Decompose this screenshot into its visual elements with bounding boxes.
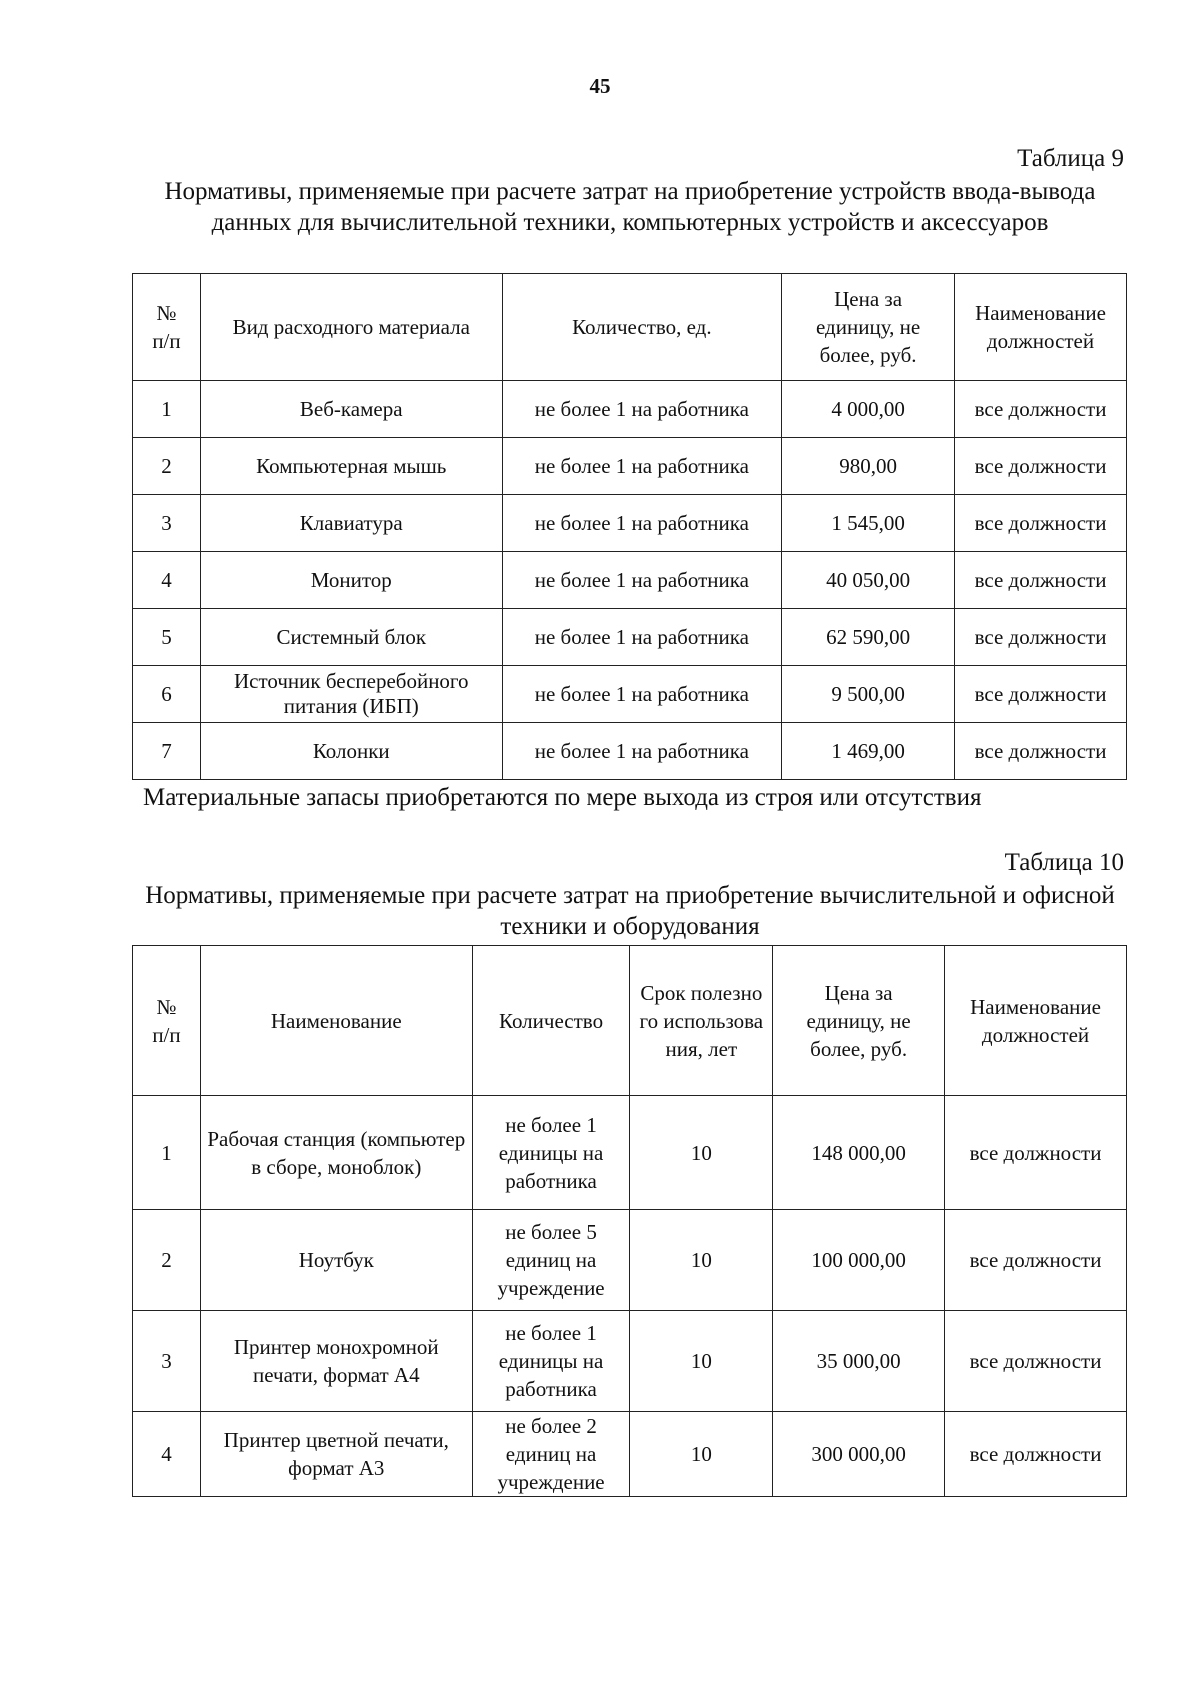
row-positions: все должности	[955, 666, 1127, 723]
table10-label: Таблица 10	[1004, 849, 1124, 876]
row-price: 148 000,00	[773, 1096, 945, 1210]
row-quantity: не более 1 единицы на работника	[472, 1311, 630, 1412]
row-price: 1 545,00	[782, 495, 955, 552]
row-positions: все должности	[945, 1210, 1127, 1311]
table9	[132, 273, 1127, 780]
row-num: 2	[133, 1210, 201, 1311]
row-num: 1	[133, 381, 201, 438]
row-name: Ноутбук	[200, 1210, 472, 1311]
table-row	[133, 381, 1127, 438]
row-material: Компьютерная мышь	[200, 438, 502, 495]
table10-header-lifetime: Срок полезного использования, лет	[630, 946, 773, 1096]
table-row	[133, 1412, 1127, 1497]
row-price: 9 500,00	[782, 666, 955, 723]
table-row	[133, 552, 1127, 609]
row-material: Клавиатура	[200, 495, 502, 552]
table10	[132, 945, 1127, 1497]
row-price: 980,00	[782, 438, 955, 495]
table9-header-num: № п/п	[133, 274, 201, 381]
table10-header-price: Цена за единицу, не более, руб.	[773, 946, 945, 1096]
row-num: 5	[133, 609, 201, 666]
row-quantity: не более 5 единиц на учреждение	[472, 1210, 630, 1311]
row-num: 2	[133, 438, 201, 495]
row-positions: все должности	[955, 495, 1127, 552]
row-material: Источник бесперебойного питания (ИБП)	[200, 666, 502, 723]
table10-header-quantity: Количество	[472, 946, 630, 1096]
row-num: 3	[133, 1311, 201, 1412]
row-material: Колонки	[200, 723, 502, 780]
table9-header-row	[133, 274, 1127, 381]
table-row	[133, 438, 1127, 495]
row-lifetime: 10	[630, 1412, 773, 1497]
row-positions: все должности	[955, 438, 1127, 495]
row-price: 4 000,00	[782, 381, 955, 438]
row-positions: все должности	[945, 1096, 1127, 1210]
table9-header-positions: Наименование должностей	[955, 274, 1127, 381]
row-positions: все должности	[955, 609, 1127, 666]
table10-header-name: Наименование	[200, 946, 472, 1096]
row-quantity: не более 1 единицы на работника	[472, 1096, 630, 1210]
table9-label: Таблица 9	[1017, 145, 1124, 172]
row-name: Рабочая станция (компьютер в сборе, моноблок)	[200, 1096, 472, 1210]
row-price: 100 000,00	[773, 1210, 945, 1311]
table-row	[133, 1210, 1127, 1311]
table10-caption: Нормативы, применяемые при расчете затрат на приобретение вычислительной и офисной техники и оборудования	[145, 882, 1115, 940]
row-lifetime: 10	[630, 1096, 773, 1210]
row-quantity: не более 1 на работника	[502, 609, 782, 666]
row-name: Принтер монохромной печати, формат А4	[200, 1311, 472, 1412]
row-lifetime: 10	[630, 1311, 773, 1412]
row-positions: все должности	[955, 552, 1127, 609]
table9-note: Материальные запасы приобретаются по мере выхода из строя или отсутствия	[143, 784, 982, 811]
row-positions: все должности	[945, 1311, 1127, 1412]
row-price: 300 000,00	[773, 1412, 945, 1497]
row-num: 4	[133, 552, 201, 609]
row-material: Системный блок	[200, 609, 502, 666]
row-num: 6	[133, 666, 201, 723]
row-quantity: не более 1 на работника	[502, 495, 782, 552]
table-row	[133, 1096, 1127, 1210]
row-price: 62 590,00	[782, 609, 955, 666]
row-num: 7	[133, 723, 201, 780]
row-num: 3	[133, 495, 201, 552]
table10-header-row	[133, 946, 1127, 1096]
table10-header-positions: Наименование должностей	[945, 946, 1127, 1096]
row-positions: все должности	[955, 381, 1127, 438]
row-quantity: не более 1 на работника	[502, 381, 782, 438]
row-quantity: не более 1 на работника	[502, 552, 782, 609]
table9-header-material: Вид расходного материала	[200, 274, 502, 381]
table10-header-num: № п/п	[133, 946, 201, 1096]
table9-caption: Нормативы, применяемые при расчете затрат на приобретение устройств ввода-вывода данных для вычислительной техники, компьютерных устройств и аксессуаров	[164, 178, 1096, 236]
row-price: 1 469,00	[782, 723, 955, 780]
table9-header-quantity: Количество, ед.	[502, 274, 782, 381]
table-row	[133, 495, 1127, 552]
row-name: Принтер цветной печати, формат А3	[200, 1412, 472, 1497]
row-positions: все должности	[945, 1412, 1127, 1497]
row-num: 1	[133, 1096, 201, 1210]
table-row	[133, 609, 1127, 666]
row-positions: все должности	[955, 723, 1127, 780]
row-num: 4	[133, 1412, 201, 1497]
row-lifetime: 10	[630, 1210, 773, 1311]
row-quantity: не более 1 на работника	[502, 438, 782, 495]
row-price: 35 000,00	[773, 1311, 945, 1412]
row-quantity: не более 2 единиц на учреждение	[472, 1412, 630, 1497]
page-number: 45	[589, 74, 611, 98]
table-row	[133, 666, 1127, 723]
row-material: Веб-камера	[200, 381, 502, 438]
row-quantity: не более 1 на работника	[502, 723, 782, 780]
table-row	[133, 723, 1127, 780]
row-material: Монитор	[200, 552, 502, 609]
table9-header-price: Цена за единицу, не более, руб.	[782, 274, 955, 381]
row-price: 40 050,00	[782, 552, 955, 609]
table-row	[133, 1311, 1127, 1412]
row-quantity: не более 1 на работника	[502, 666, 782, 723]
